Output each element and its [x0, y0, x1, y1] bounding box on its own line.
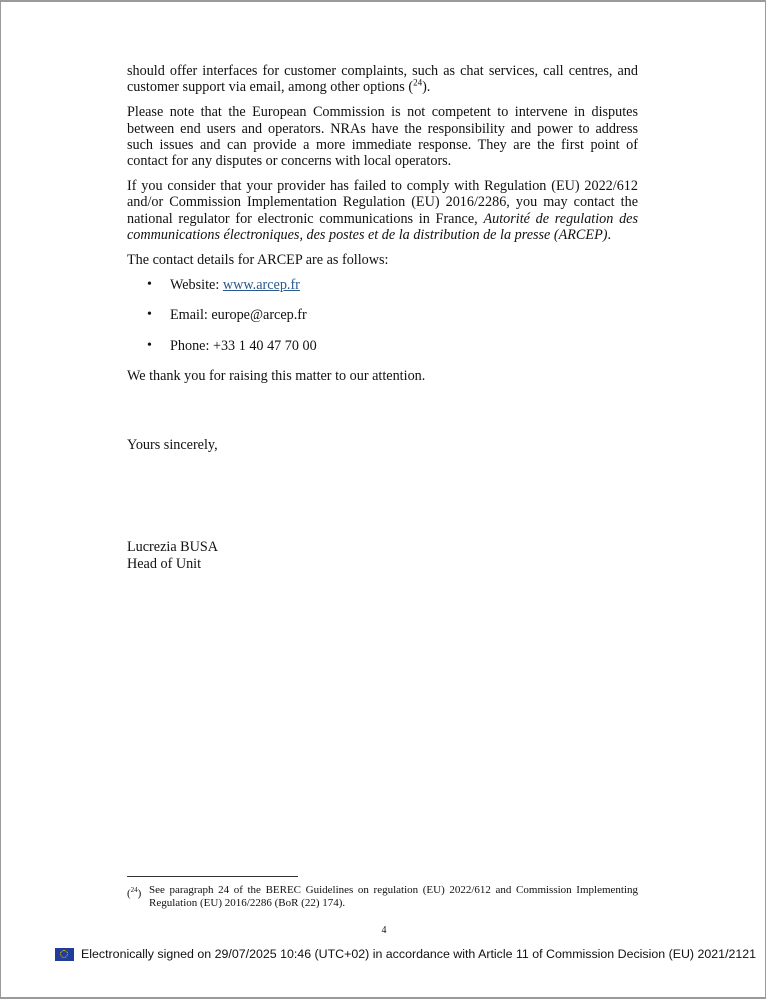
footnote-reference[interactable]: 24: [413, 77, 423, 88]
letter-body: [127, 63, 638, 393]
paragraph-contact-intro: The contact details for ARCEP are as follows:: [127, 252, 389, 269]
signatory-name: Lucrezia BUSA: [127, 539, 219, 555]
website-link[interactable]: www.arcep.fr: [222, 277, 300, 294]
list-item-website: • Website: www.arcep.fr: [127, 277, 638, 293]
paragraph-commission-competence: Please note that the European Commission is not competent to intervene in disputes between end users and operators. NRAs have the responsibility and power to address such issues and can provide a more immediate response. They are the first point of contact for any disputes or concerns with local operators.: [127, 104, 638, 170]
footnote: [127, 884, 638, 910]
paragraph-thanks: We thank you for raising this matter to our attention.: [127, 367, 426, 384]
list-item-phone: • Phone: +33 1 40 47 70 00: [127, 338, 638, 354]
paragraph-complaint-interfaces: should offer interfaces for customer complaints, such as chat services, call centres, and customer support via email, among other options ($^{24}$).: [127, 63, 638, 96]
eu-flag-icon: [55, 948, 74, 961]
electronic-signature-notice: [55, 947, 756, 961]
closing-salutation: Yours sincerely,: [127, 437, 218, 453]
footnote-number: ($^{24}$): [127, 886, 142, 900]
paragraph-regulator-contact: If you consider that your provider has failed to comply with Regulation (EU) 2022/612 and/or Commission Implementation Regulation (EU) 2016/2286, you may contact the national regulator for electronic communications in France, Autorité de regulation des communications électroniques, des postes et de la distribution de la presse (ARCEP).: [127, 178, 639, 243]
footnote-text: See paragraph 24 of the BEREC Guidelines on regulation (EU) 2022/612 and Commission Implementing Regulation (EU) 2016/2286 (BoR (22) 174).: [149, 884, 638, 909]
contact-list: [127, 277, 638, 354]
signature-notice-text: Electronically signed on 29/07/2025 10:46 (UTC+02) in accordance with Article 11 of Commission Decision (EU) 2021/2121: [81, 947, 757, 961]
signatory-title: Head of Unit: [127, 555, 202, 572]
list-item-email: • Email: europe@arcep.fr: [127, 307, 638, 323]
page-number: 4: [381, 925, 387, 936]
arcep-full-name: Autorité de regulation des communications électroniques, des postes et de la distribution de la presse (ARCEP): [127, 210, 639, 243]
footnote-divider: [127, 876, 298, 877]
signature-block: [127, 539, 218, 572]
